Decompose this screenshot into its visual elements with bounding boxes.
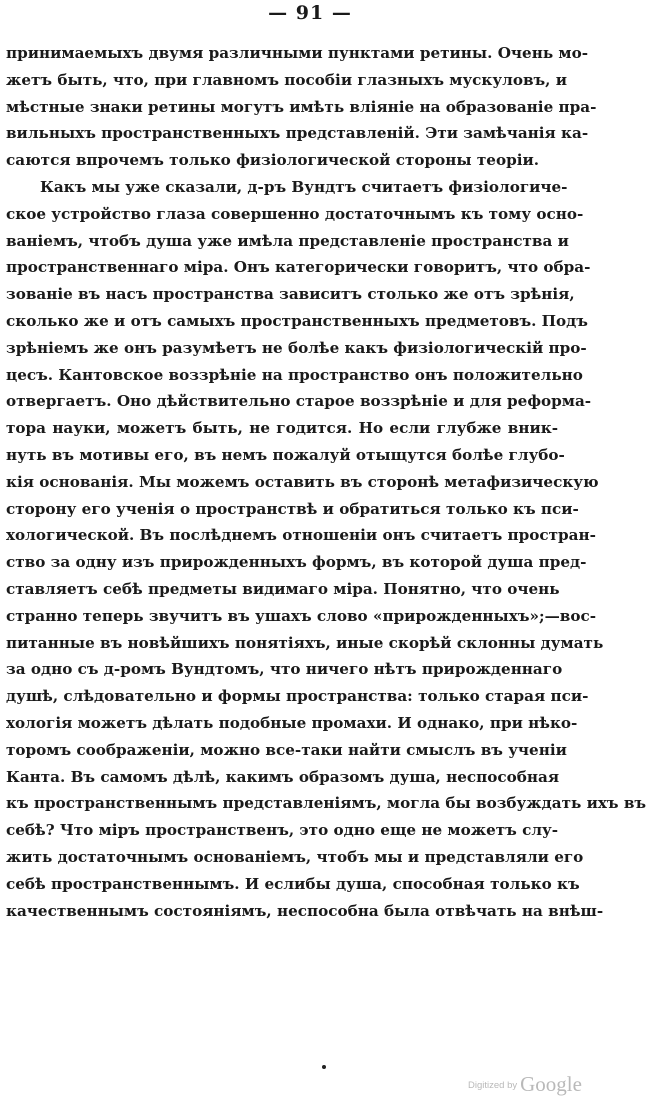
text-line: вильныхъ пространственныхъ представленій. Эти замѣчанія ка- bbox=[6, 124, 589, 143]
text-line: нуть въ мотивы его, въ немъ пожалуй отыщутся болѣе глубо- bbox=[6, 445, 565, 464]
text-line: цесъ. Кантовское воззрѣніе на пространство онъ положительно bbox=[6, 365, 583, 384]
text-line: принимаемыхъ двумя различными пунктами ретины. Очень мо- bbox=[6, 44, 589, 62]
text-line: странно теперь звучитъ въ ушахъ слово «прирожденныхъ»;—вос- bbox=[6, 606, 596, 625]
text-line: сторону его ученія о пространствѣ и обратиться только къ пси- bbox=[6, 499, 579, 518]
text-line: себѣ пространственнымъ. И еслибы душа, способная только къ bbox=[6, 874, 580, 893]
text-line: ское устройство глаза совершенно достаточнымъ къ тому осно- bbox=[6, 204, 584, 223]
text-line: зрѣніемъ же онъ разумѣетъ не болѣе какъ физіологическій про- bbox=[6, 338, 587, 357]
watermark-prefix: Digitized by bbox=[468, 1080, 518, 1091]
text-line: ставляетъ себѣ предметы видимаго міра. Понятно, что очень bbox=[6, 579, 560, 598]
text-line: отвергаетъ. Оно дѣйствительно старое воззрѣніе и для реформа- bbox=[6, 392, 592, 411]
text-line: торомъ соображеніи, можно все-таки найти смыслъ въ ученіи bbox=[6, 740, 567, 759]
text-line: себѣ? Что міръ пространственъ, это одно еще не можетъ слу- bbox=[6, 821, 559, 840]
text-line: тора науки, можетъ быть, не годится. Но если глубже вник- bbox=[6, 419, 558, 438]
text-line: мѣстные знаки ретины могутъ имѣть вліяніе на образованіе пра- bbox=[6, 97, 597, 116]
text-line: ство за одну изъ прирожденныхъ формъ, въ которой душа пред- bbox=[6, 553, 587, 572]
text-line: Канта. Въ самомъ дѣлѣ, какимъ образомъ душа, неспособная bbox=[6, 767, 560, 786]
text-line: кія основанія. Мы можемъ оставить въ сторонѣ метафизическую bbox=[6, 472, 599, 491]
page-number: — 91 — bbox=[268, 2, 352, 24]
text-line: ваніемъ, чтобъ душа уже имѣла представленіе пространства и bbox=[6, 231, 569, 250]
text-line: саются впрочемъ только физіологической стороны теоріи. bbox=[6, 151, 540, 170]
text-line: качественнымъ состояніямъ, неспособна была отвѣчать на внѣш- bbox=[6, 901, 604, 920]
google-logo: Google bbox=[520, 1072, 582, 1096]
text-line: жить достаточнымъ основаніемъ, чтобъ мы и представляли его bbox=[6, 847, 584, 866]
text-line: пространственнаго міра. Онъ категорически говоритъ, что обра- bbox=[6, 258, 591, 277]
text-line: къ пространственнымъ представленіямъ, могла бы возбуждать ихъ въ bbox=[6, 794, 646, 813]
text-line: душѣ, слѣдовательно и формы пространства: только старая пси- bbox=[6, 687, 589, 706]
digitized-watermark bbox=[468, 1072, 616, 1096]
text-line: хологической. Въ послѣднемъ отношеніи онъ считаетъ простран- bbox=[6, 526, 596, 545]
text-line: жетъ быть, что, при главномъ пособіи глазныхъ мускуловъ, и bbox=[6, 70, 567, 89]
text-line: зованіе въ насъ пространства зависитъ столько же отъ зрѣнія, bbox=[6, 285, 575, 304]
body-text bbox=[6, 40, 646, 924]
text-line: Какъ мы уже сказали, д-ръ Вундтъ считаетъ физіологиче- bbox=[40, 177, 568, 196]
text-line: хологія можетъ дѣлать подобные промахи. И однако, при нѣко- bbox=[6, 713, 578, 732]
text-line: питанные въ новѣйшихъ понятіяхъ, иные скорѣй склонны думать bbox=[6, 633, 604, 652]
text-line: за одно съ д-ромъ Вундтомъ, что ничего нѣтъ прирожденнаго bbox=[6, 660, 563, 679]
ink-dot bbox=[322, 1065, 326, 1069]
text-line: сколько же и отъ самыхъ пространственныхъ предметовъ. Подъ bbox=[6, 311, 588, 330]
